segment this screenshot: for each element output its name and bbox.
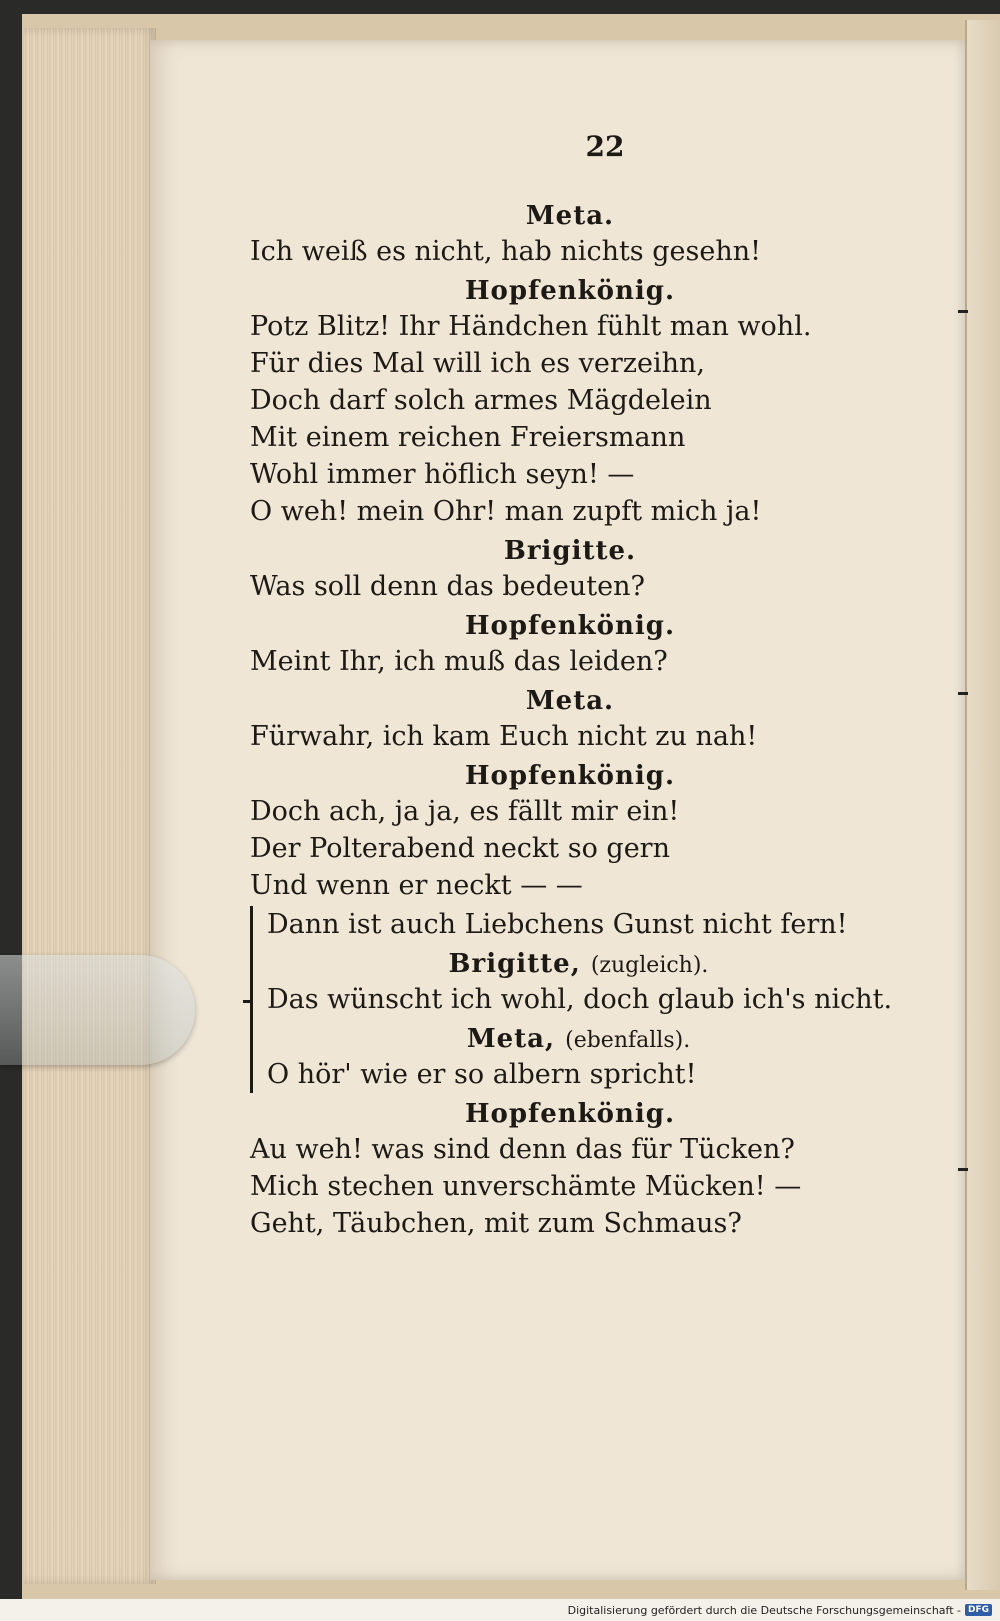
verse-line: Für dies Mal will ich es verzeihn, bbox=[250, 348, 705, 379]
verse-line: Der Polterabend neckt so gern bbox=[250, 833, 670, 864]
verse-line: Das wünscht ich wohl, doch glaub ich's nicht. bbox=[267, 984, 893, 1015]
dialogue-blocks bbox=[250, 201, 890, 904]
stage-direction: (ebenfalls). bbox=[565, 1028, 691, 1053]
verse-line: Geht, Täubchen, mit zum Schmaus? bbox=[250, 1208, 742, 1239]
verse-line: Au weh! was sind denn das für Tücken? bbox=[250, 1134, 795, 1165]
verse-line: Und wenn er neckt — — bbox=[250, 870, 583, 901]
speaker-name: Hopfenkönig. bbox=[464, 1099, 676, 1129]
stage-direction: (zugleich). bbox=[590, 953, 709, 978]
verse-line: Mit einem reichen Freiersmann bbox=[250, 422, 686, 453]
speaker-label: Meta, bbox=[466, 1024, 556, 1054]
speaker-name: Hopfenkönig. bbox=[464, 276, 676, 306]
verse-line: Mich stechen unverschämte Mücken! — bbox=[250, 1171, 802, 1202]
speaker-name: Meta. bbox=[525, 686, 615, 716]
verse-line: Dann ist auch Liebchens Gunst nicht fern! bbox=[267, 909, 848, 940]
dfg-logo: DFG bbox=[965, 1604, 992, 1616]
speaker-name: Hopfenkönig. bbox=[464, 611, 676, 641]
digitization-footer bbox=[0, 1599, 1000, 1621]
speaker-name: Brigitte. bbox=[503, 536, 637, 566]
speaker-name: Hopfenkönig. bbox=[464, 761, 676, 791]
verse-line: O hör' wie er so albern spricht! bbox=[267, 1059, 697, 1090]
speaker-name bbox=[267, 1024, 890, 1054]
page-mark bbox=[958, 1168, 968, 1171]
verse-line: Potz Blitz! Ihr Händchen fühlt man wohl. bbox=[250, 311, 812, 342]
verse-line: Wohl immer höflich seyn! — bbox=[250, 459, 635, 490]
simultaneous-speech-bracket bbox=[250, 906, 893, 1093]
page-edges bbox=[24, 28, 156, 1584]
page-number: 22 bbox=[585, 130, 625, 163]
verse-line: Fürwahr, ich kam Euch nicht zu nah! bbox=[250, 721, 758, 752]
verse-line: Was soll denn das bedeuten? bbox=[250, 571, 645, 602]
speaker-name bbox=[267, 949, 890, 979]
right-page-edge bbox=[965, 20, 1000, 1590]
speaker-label: Brigitte, bbox=[448, 949, 581, 979]
verse-line: O weh! mein Ohr! man zupft mich ja! bbox=[250, 496, 762, 527]
page-mark bbox=[958, 310, 968, 313]
verse-line: Doch darf solch armes Mägdelein bbox=[250, 385, 712, 416]
speaker-name: Meta. bbox=[525, 201, 615, 231]
verse-line: Doch ach, ja ja, es fällt mir ein! bbox=[250, 796, 680, 827]
page-mark bbox=[958, 692, 968, 695]
page-text bbox=[250, 130, 893, 1242]
verse-line: Meint Ihr, ich muß das leiden? bbox=[250, 646, 668, 677]
footer-text: Digitalisierung gefördert durch die Deutsche Forschungsgemeinschaft - bbox=[567, 1603, 961, 1617]
glass-page-holder bbox=[0, 955, 195, 1065]
verse-line: Ich weiß es nicht, hab nichts gesehn! bbox=[250, 236, 761, 267]
